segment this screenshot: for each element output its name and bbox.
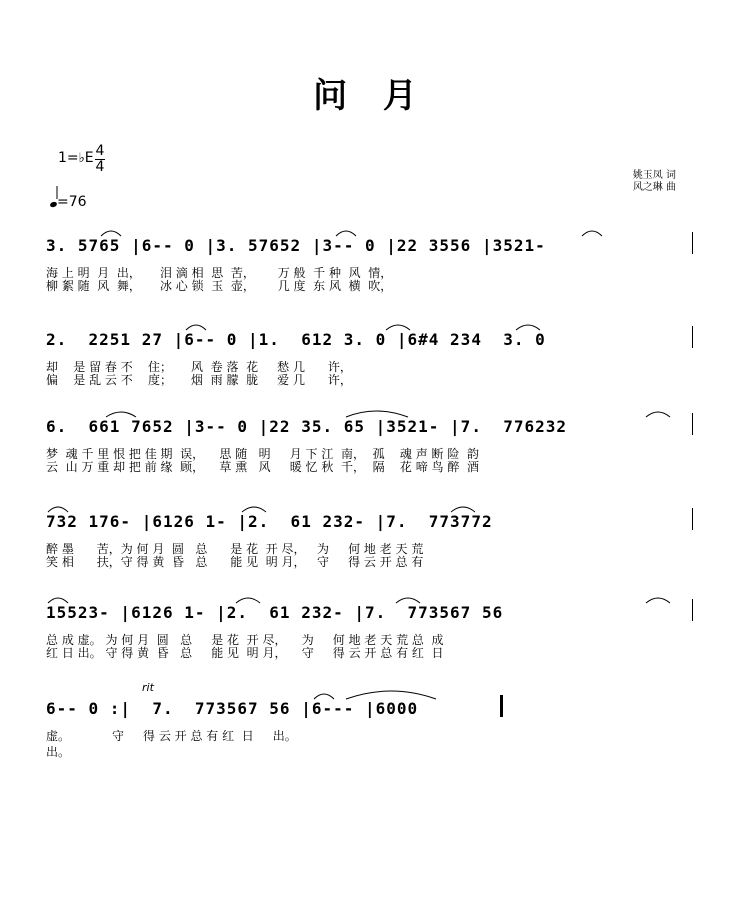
lyrics-verse-2: 柳 絮 随 风 舞， 冰 心 锁 玉 壶， 几 度 东 风 横 吹， (46, 279, 393, 293)
lyrics-verse-1: 海 上 明 月 出， 泪 滴 相 思 苦， 万 般 千 种 风 情， (46, 266, 393, 280)
lyrics-verse-2: 云 山 万 重 却 把 前 缘 顾， 草 熏 风 暖 忆 秋 千， 隔 花 啼 鸟 醉 酒 (46, 460, 479, 474)
notation-line: 15523- |6126 1- |2. 61 232- |7. 773567 56 (46, 603, 504, 622)
song-title: 问 月 (313, 76, 429, 116)
barline (692, 413, 693, 435)
notation-line: 2. 2251 27 |6-- 0 |1. 612 3. 0 |6#4 234 3. 0 (46, 330, 546, 349)
flat-icon: ♭ (78, 151, 85, 166)
barline (692, 232, 693, 254)
tempo-value: =76 (57, 194, 87, 210)
time-top: 4 (95, 143, 105, 159)
lyrics-verse-2: 红 日 出。 守 得 黄 昏 总 能 见 明 月， 守 得 云 开 总 有 红 日 (46, 646, 444, 660)
lyricist-credit: 姚玉凤 词 (632, 170, 676, 181)
note-stem-icon (56, 186, 58, 200)
barline (692, 326, 693, 348)
lyrics-verse-1: 却 是 留 春 不 住； 风 卷 落 花 愁 几 许， (46, 360, 352, 374)
credits (633, 170, 676, 194)
lyrics-verse-2: 偏 是 乱 云 不 度； 烟 雨 朦 胧 爱 几 许， (46, 373, 352, 387)
time-bottom: 4 (95, 159, 105, 175)
lyrics-verse-1: 虚。 守 得 云 开 总 有 红 日 出。 (46, 729, 297, 743)
lyrics-verse-2: 笑 相 扶，守 得 黄 昏 总 能 见 明 月， 守 得 云 开 总 有 (46, 555, 424, 569)
lyrics-verse-1: 醉 墨 苦，为 何 月 圆 总 是 花 开 尽， 为 何 地 老 天 荒 (46, 542, 424, 556)
ritardando-marking: rit (142, 681, 154, 694)
notation-line: 732 176- |6126 1- |2. 61 232- |7. 773772 (46, 512, 493, 531)
key-prefix: 1= (58, 150, 79, 166)
barline (692, 599, 693, 621)
final-barline (500, 695, 503, 717)
lyrics-verse-2: 出。 (46, 745, 71, 759)
notation-line: 6. 661 7652 |3-- 0 |22 35. 65 |3521- |7. 776232 (46, 417, 568, 436)
lyrics-verse-1: 梦 魂 千 里 恨 把 佳 期 误， 思 随 明 月 下 江 南， 孤 魂 声 断 险 韵 (46, 447, 479, 461)
barline (692, 508, 693, 530)
composer-credit: 风之琳 曲 (632, 182, 676, 193)
key-note: E (84, 150, 94, 166)
time-signature (95, 144, 105, 175)
notation-line: 6-- 0 :| 7. 773567 56 |6--- |6000 (46, 699, 419, 718)
notation-line: 3. 5765 |6-- 0 |3. 57652 |3-- 0 |22 3556 |3521- (46, 236, 546, 255)
key-signature (58, 150, 94, 166)
lyrics-verse-1: 总 成 虚。 为 何 月 圆 总 是 花 开 尽， 为 何 地 老 天 荒 总 成 (46, 633, 444, 647)
